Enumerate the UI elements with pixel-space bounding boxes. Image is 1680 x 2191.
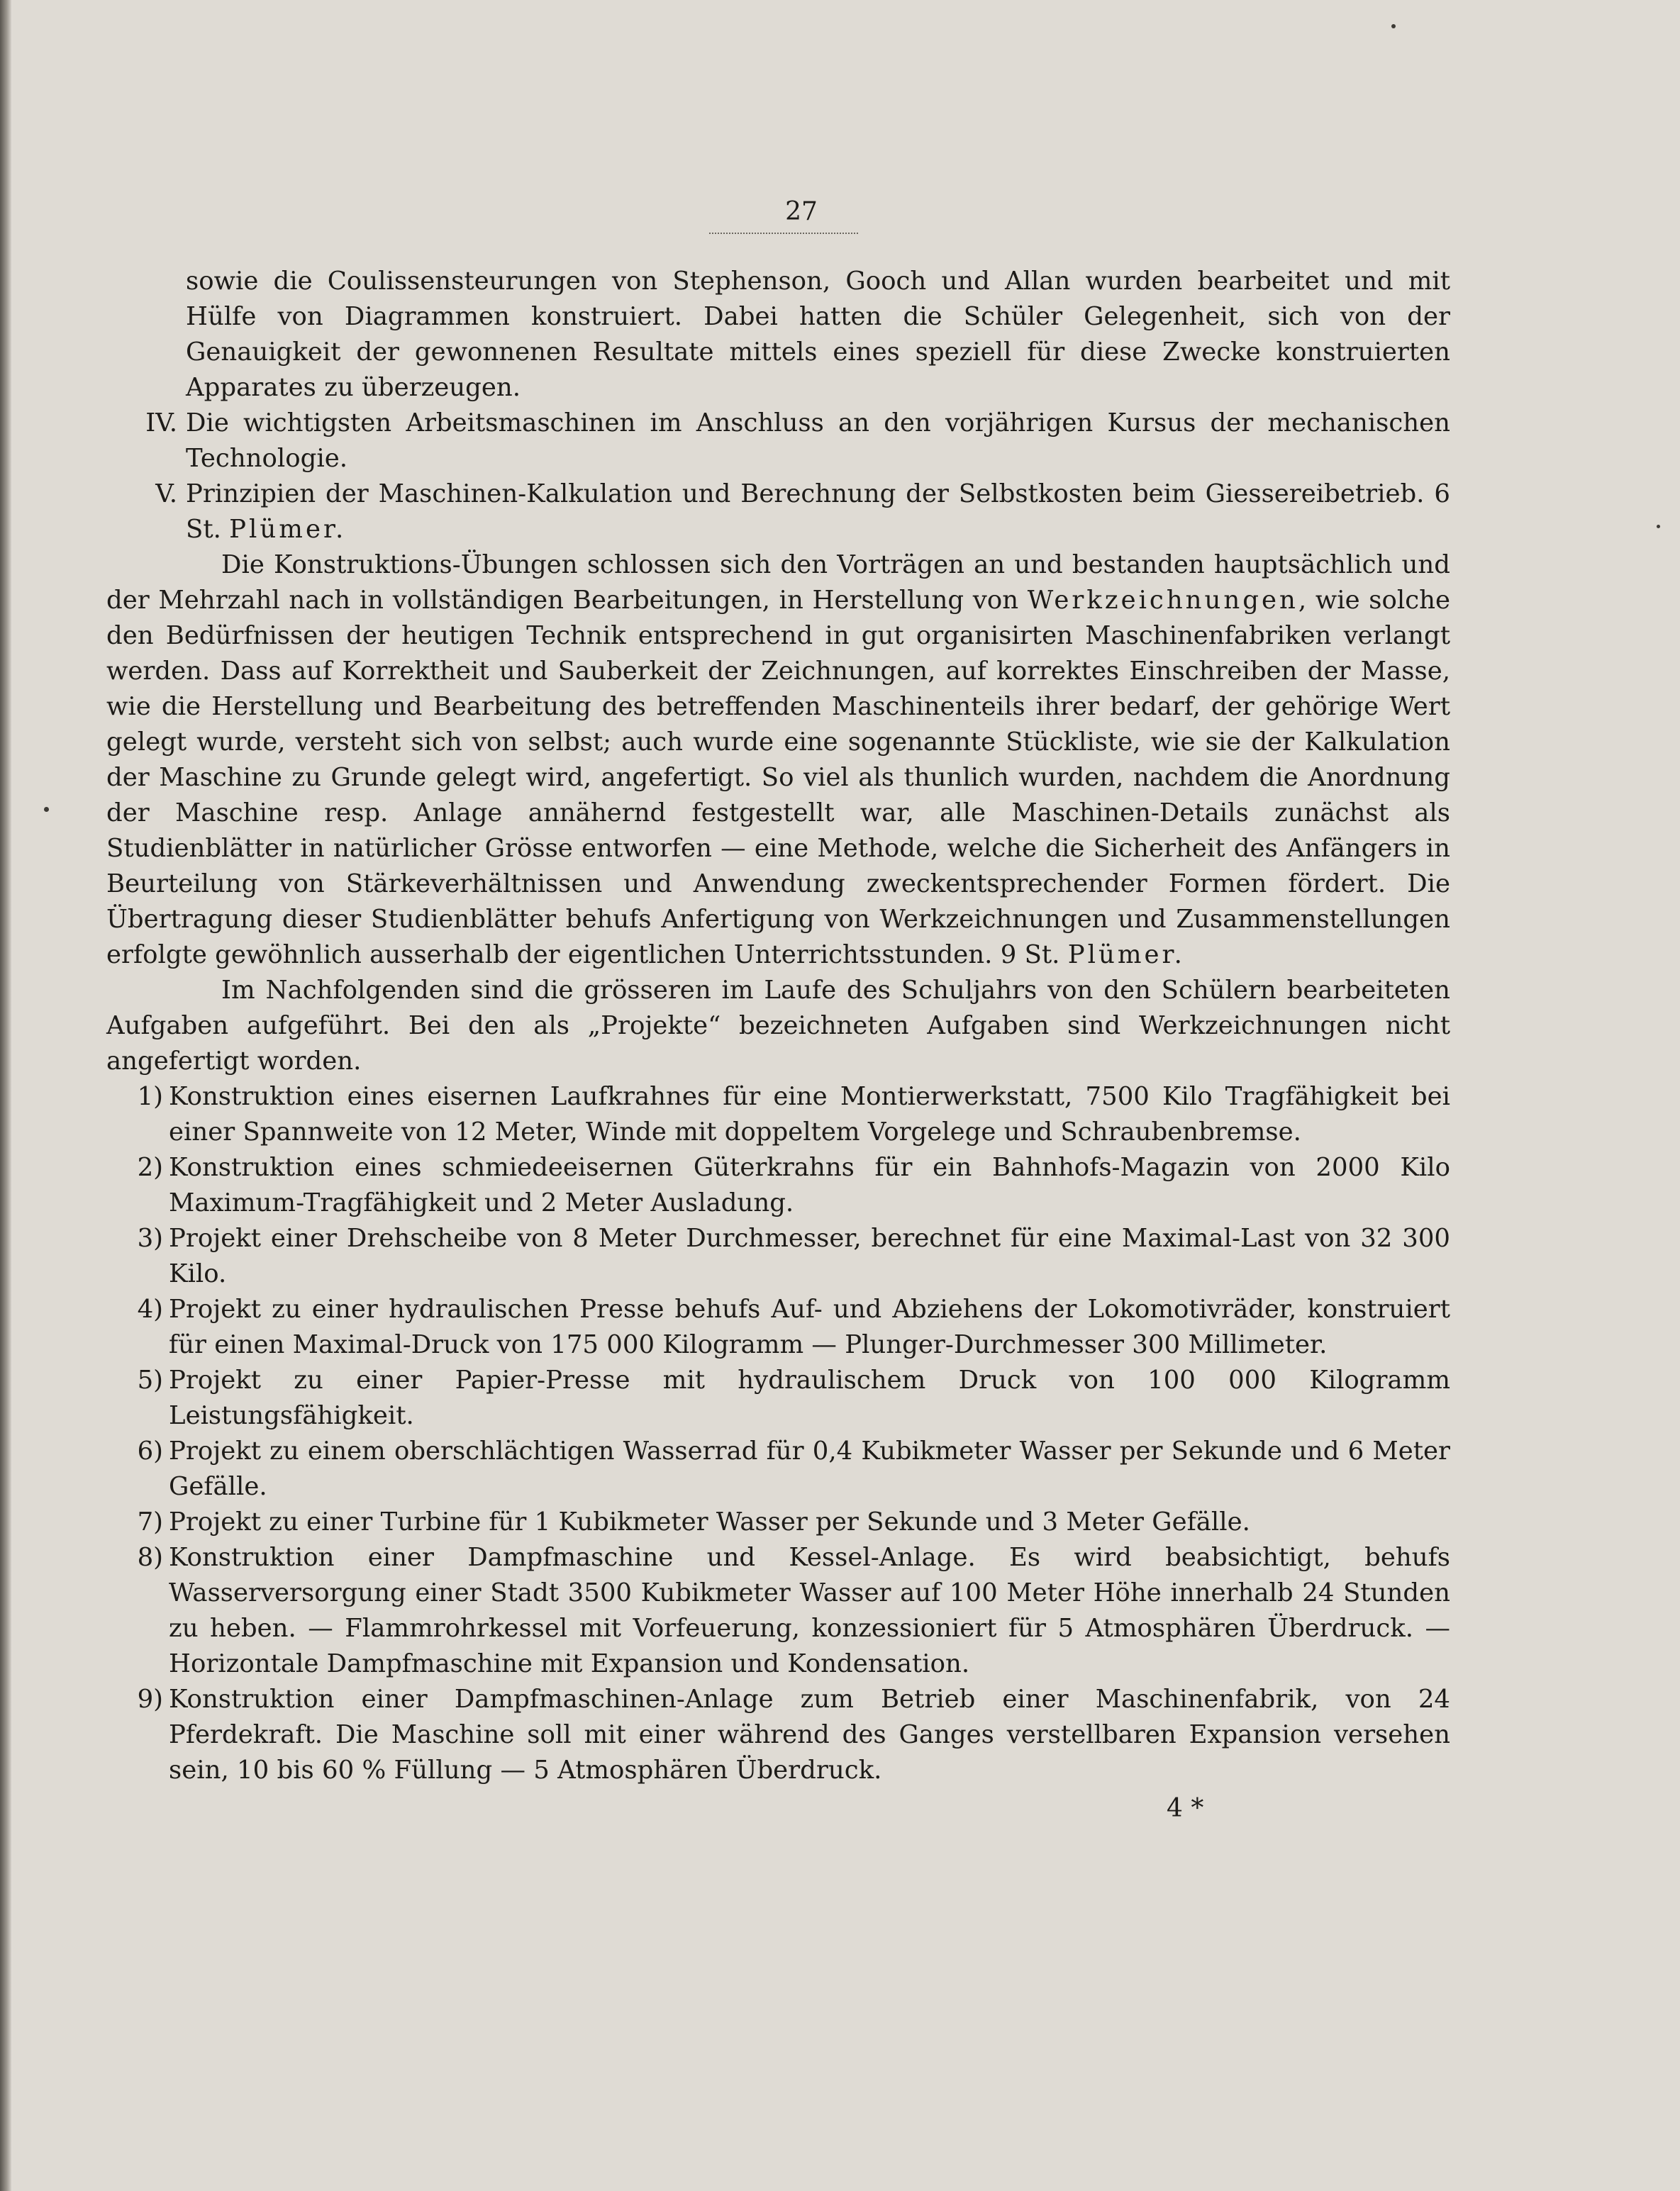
task-text: Projekt zu einem oberschlächtigen Wasserrad für 0,4 Kubikmeter Wasser per Sekunde und 6 Meter Gefälle.: [169, 1437, 1450, 1501]
book-spine-shadow: [0, 0, 11, 2191]
page-number-rule: [709, 233, 858, 234]
task-list: [106, 1079, 1450, 1788]
task-item: [137, 1150, 1450, 1221]
task-item: [137, 1540, 1450, 1682]
task-text: Projekt einer Drehscheibe von 8 Meter Durchmesser, berechnet für eine Maximal-Last von 32 300 Kilo.: [169, 1224, 1450, 1288]
paragraph-text: , wie solche den Bedürfnissen der heutigen Technik entsprechend in gut organisirten Maschinenfabriken verlangt werden. Dass auf Korrektheit und Sauberkeit der Zeichnungen, auf korrektes Einschreiben der Masse, wie die Herstellung und Bearbeitung des betreffenden Maschinenteils ihrer bedarf, der gehörige Wert gelegt wurde, versteht sich von selbst; auch wurde eine sogenannte Stückliste, wie sie der Kalkulation der Maschine zu Grunde gelegt wird, angefertigt. So viel als thunlich wurden, nachdem die Anordnung der Maschine resp. Anlage annähernd festgestellt war, alle Maschinen-Details zunächst als Studienblätter in natürlicher Grösse entworfen — eine Methode, welche die Sicherheit des Anfängers in Beurteilung von Stärkeverhältnissen und Anwendung zweckentsprechender Formen fördert. Die Übertragung dieser Studienblätter behufs Anfertigung von Werkzeichnungen und Zusammenstellungen erfolgte gewöhnlich ausserhalb der eigentlichen Unterrichtsstunden.: [106, 586, 1450, 969]
task-number: 6): [137, 1437, 163, 1466]
task-text: Konstruktion einer Dampfmaschinen-Anlage zum Betrieb einer Maschinenfabrik, von 24 Pferdekraft. Die Maschine soll mit einer während des Ganges verstellbaren Expansion versehen sein, 10 bis 60 % Füllung — 5 Atmosphären Überdruck.: [169, 1685, 1450, 1785]
task-text: Konstruktion eines eisernen Laufkrahnes für eine Montierwerkstatt, 7500 Kilo Tragfähigkeit bei einer Spannweite von 12 Meter, Winde mit doppeltem Vorgelege und Schraubenbremse.: [169, 1082, 1450, 1147]
hours: 9 St.: [1000, 940, 1060, 969]
continuation-paragraph: sowie die Coulissensteurungen von Stephenson, Gooch und Allan wurden bearbeitet und mit Hülfe von Diagrammen konstruiert. Dabei hatten die Schüler Gelegenheit, sich von der Genauigkeit der gewonnenen Resultate mittels eines speziell für diese Zwecke konstruierten Apparates zu überzeugen.: [186, 267, 1450, 402]
task-text: Konstruktion eines schmiedeeisernen Güterkrahns für ein Bahnhofs-Magazin von 2000 Kilo Maximum-Tragfähigkeit und 2 Meter Ausladung.: [169, 1153, 1450, 1217]
signature-mark: 4 *: [1167, 1794, 1204, 1823]
task-number: 2): [137, 1153, 163, 1182]
paragraph-text: Die Konstruktions-Übungen schlossen sich den Vorträgen an und bestanden hauptsächlich und der Mehrzahl nach in vollständigen Bearbeitungen, in Herstellung von: [106, 550, 1450, 615]
task-text: Projekt zu einer hydraulischen Presse behufs Auf- und Abziehens der Lokomotivräder, konstruiert für einen Maximal-Druck von 175 000 Kilogramm — Plunger-Durchmesser 300 Millimeter.: [169, 1295, 1450, 1359]
task-item: [137, 1682, 1450, 1788]
hours: 6 St.: [186, 479, 1450, 544]
print-blemish: [1391, 24, 1396, 28]
task-item: [137, 1434, 1450, 1505]
task-item: [137, 1221, 1450, 1292]
task-number: 1): [137, 1082, 163, 1111]
teacher-name: Plümer.: [1067, 940, 1185, 969]
task-text: Projekt zu einer Papier-Presse mit hydraulischem Druck von 100 000 Kilogramm Leistungsfähigkeit.: [169, 1366, 1450, 1430]
print-blemish: [1657, 525, 1660, 528]
task-number: 8): [137, 1543, 163, 1572]
roman-item-number: IV.: [145, 408, 177, 437]
roman-item-text: Die wichtigsten Arbeitsmaschinen im Anschluss an den vorjährigen Kursus der mechanischen Technologie.: [186, 408, 1450, 473]
task-number: 3): [137, 1224, 163, 1253]
task-text: Projekt zu einer Turbine für 1 Kubikmeter Wasser per Sekunde und 3 Meter Gefälle.: [169, 1507, 1250, 1537]
task-item: [137, 1079, 1450, 1150]
intro-paragraph: Im Nachfolgenden sind die grösseren im Laufe des Schuljahrs von den Schülern bearbeiteten Aufgaben aufgeführt. Bei den als „Projekte“ bezeichneten Aufgaben sind Werkzeichnungen nicht angefertigt worden.: [106, 976, 1450, 1076]
exercises-paragraph: [106, 547, 1450, 973]
page-number: 27: [785, 197, 818, 226]
task-number: 5): [137, 1366, 163, 1395]
teacher-name: Plümer.: [229, 515, 347, 544]
task-number: 9): [137, 1685, 163, 1714]
roman-list: [106, 406, 1450, 547]
task-item: [137, 1292, 1450, 1363]
roman-item: [145, 406, 1450, 476]
emphasis-werkzeichnungen: Werkzeichnungen: [1027, 586, 1298, 615]
task-text: Konstruktion einer Dampfmaschine und Kessel-Anlage. Es wird beabsichtigt, behufs Wasserversorgung einer Stadt 3500 Kubikmeter Wasser auf 100 Meter Höhe innerhalb 24 Stunden zu heben. — Flammrohrkessel mit Vorfeuerung, konzessioniert für 5 Atmosphären Überdruck. — Horizontale Dampfmaschine mit Expansion und Kondensation.: [169, 1543, 1450, 1678]
print-blemish: [44, 807, 49, 812]
task-number: 4): [137, 1295, 163, 1324]
page-body: [106, 264, 1450, 1788]
roman-item-text: Prinzipien der Maschinen-Kalkulation und Berechnung der Selbstkosten beim Giessereibetrieb.: [186, 479, 1425, 508]
task-number: 7): [137, 1507, 163, 1537]
roman-item: [155, 476, 1450, 547]
task-item: [137, 1363, 1450, 1434]
task-item: [137, 1505, 1450, 1540]
roman-item-number: V.: [155, 479, 177, 508]
